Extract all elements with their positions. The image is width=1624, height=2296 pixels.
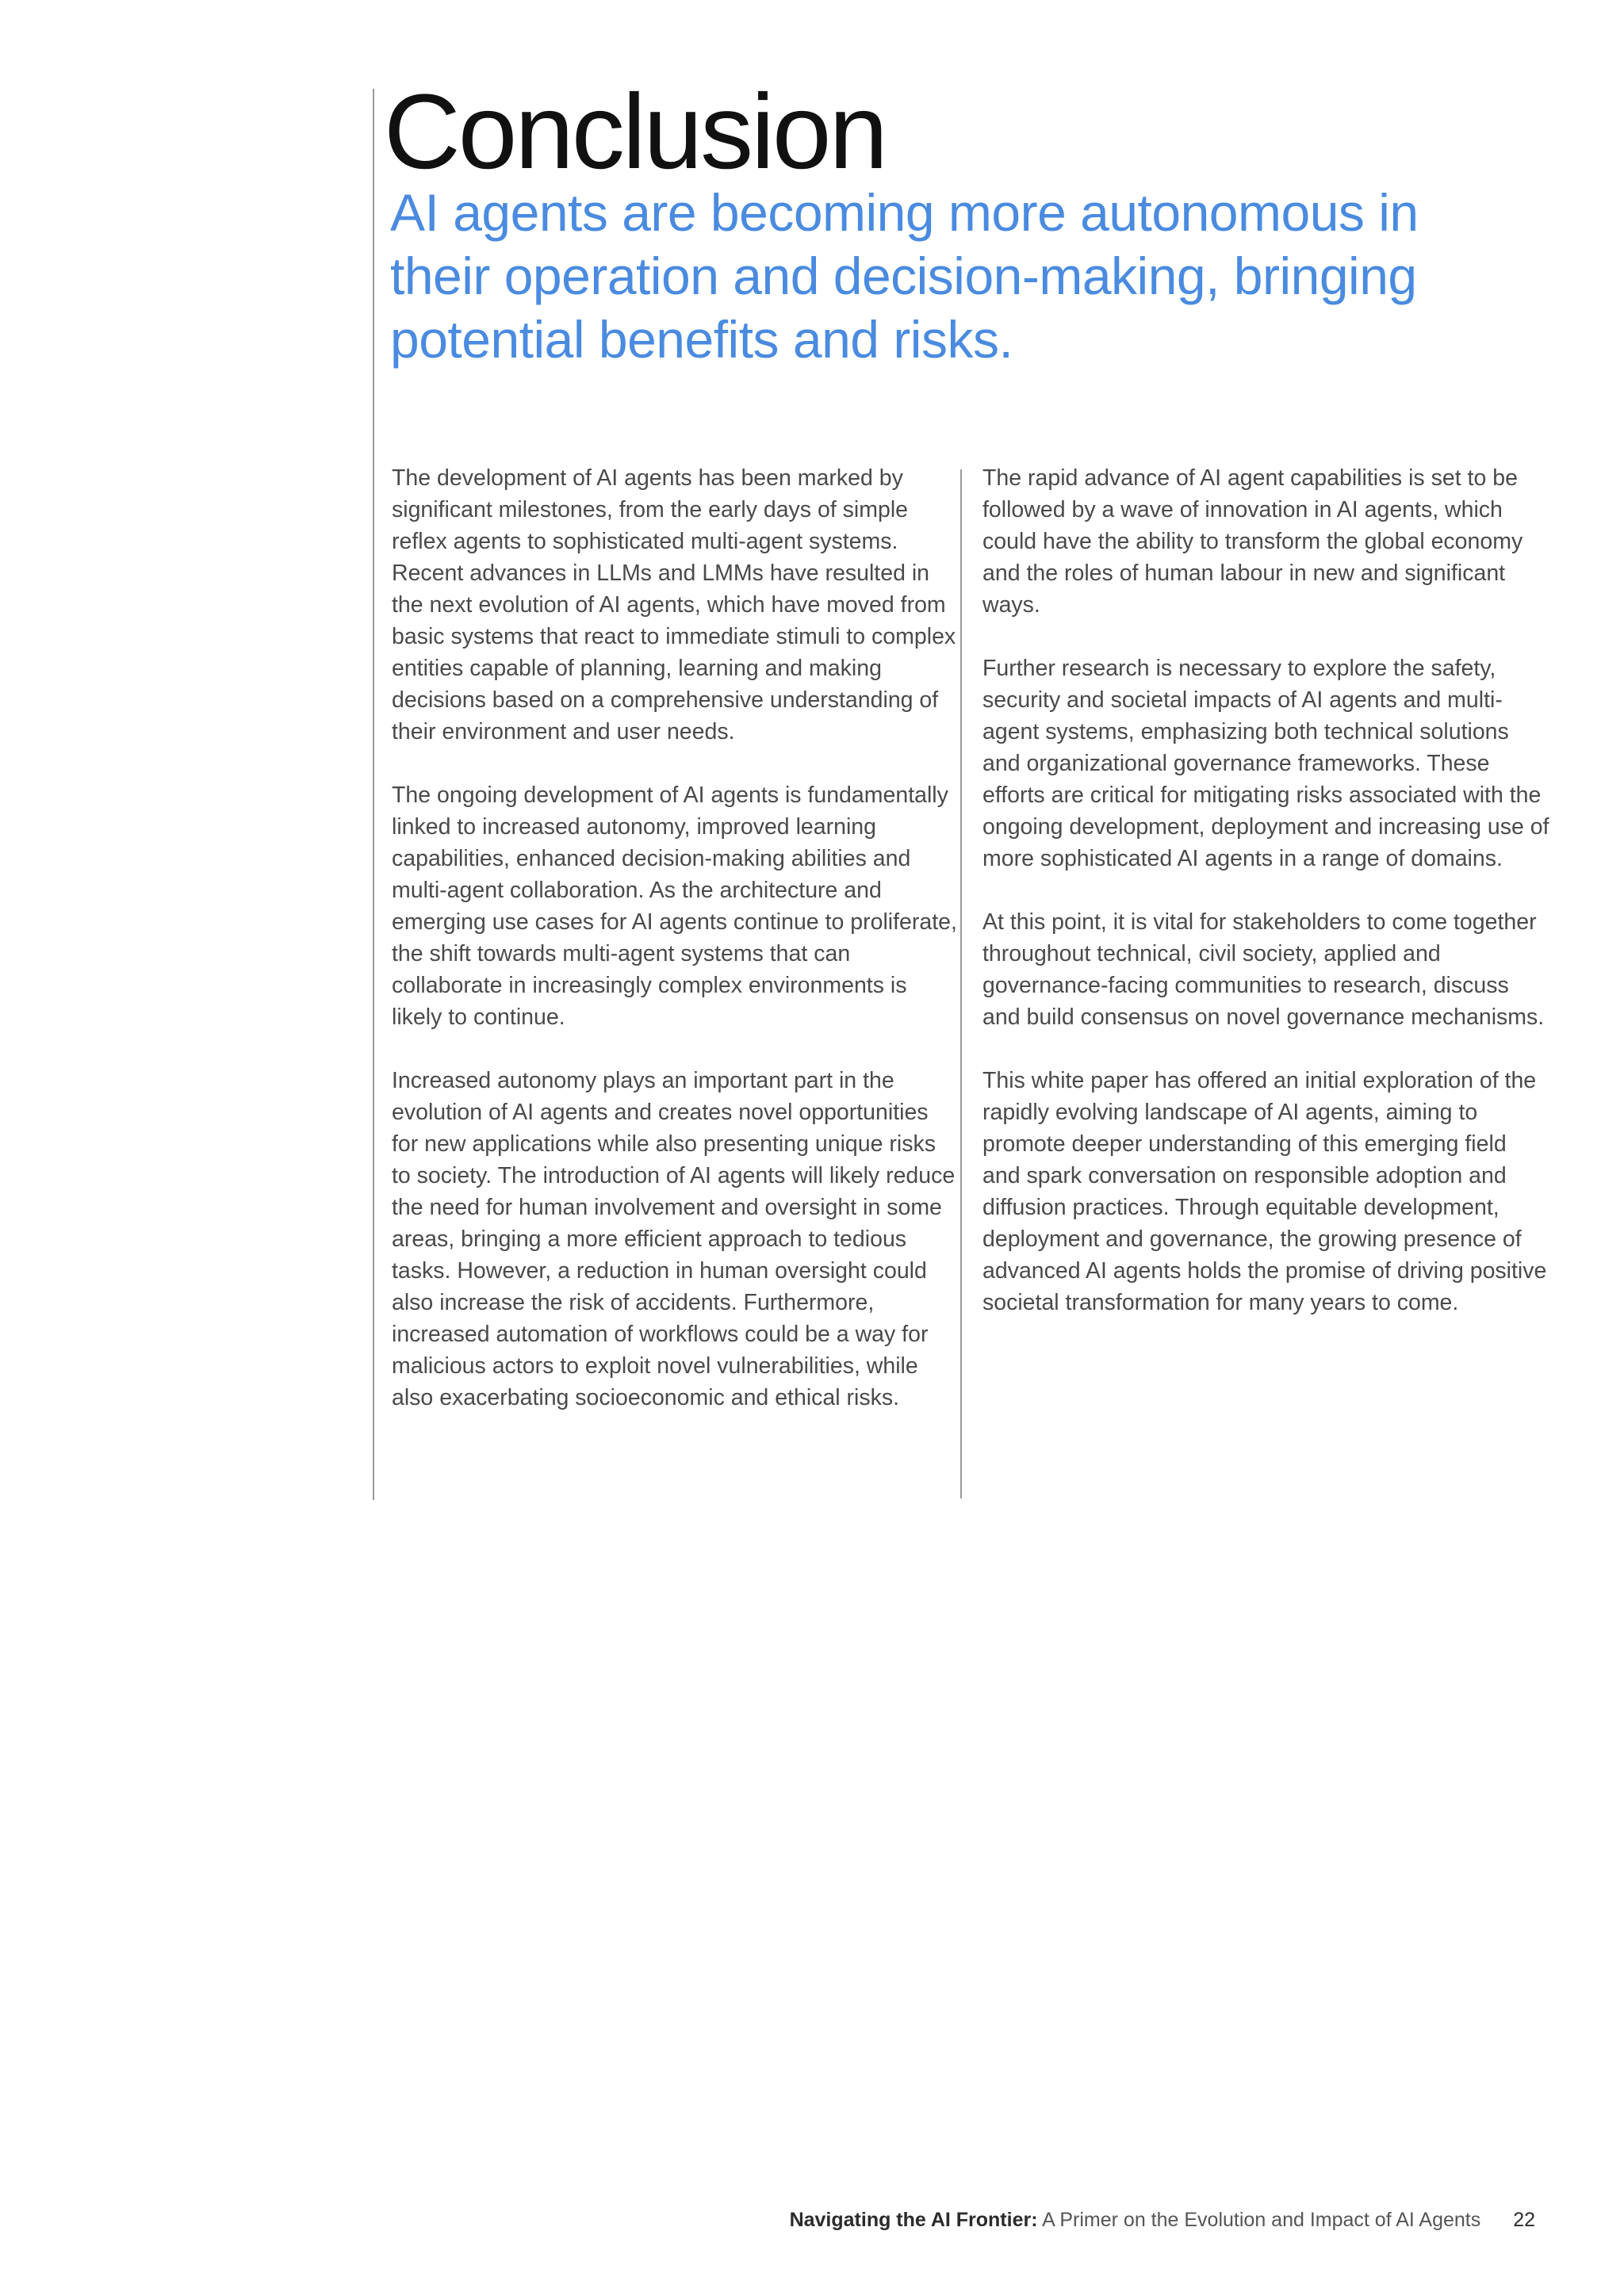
body-paragraph: Further research is necessary to explore the safety, security and societal impacts of AI agents and multi-agent systems, emphasizing both technical solutions and organizational governance frameworks. These efforts are critical for mitigating risks associated with the ongoing development, deployment and increasing use of more sophisticated AI agents in a range of domains. — [982, 656, 1549, 871]
header-vertical-rule — [373, 89, 374, 1500]
footer-document-subtitle: A Primer on the Evolution and Impact of AI Agents — [1042, 2209, 1481, 2231]
left-text-column — [392, 462, 959, 1445]
footer-document-title: Navigating the AI Frontier: — [789, 2209, 1038, 2231]
body-paragraph: At this point, it is vital for stakeholders to come together throughout technical, civil society, applied and governance-facing communities to research, discuss and build consensus on novel governance mechanisms. — [982, 909, 1545, 1030]
body-paragraph: The rapid advance of AI agent capabilities is set to be followed by a wave of innovation in AI agents, which could have the ability to transform the global economy and the roles of human labour in new and significant ways. — [982, 465, 1523, 618]
column-divider-rule — [960, 469, 962, 1498]
page-title: Conclusion — [384, 73, 886, 191]
right-text-column — [982, 462, 1550, 1350]
body-paragraph: Increased autonomy plays an important part in the evolution of AI agents and creates novel opportunities for new applications while also presenting unique risks to society. The introduction of AI agents will likely reduce the need for human involvement and oversight in some areas, bringing a more efficient approach to tedious tasks. However, a reduction in human oversight could also increase the risk of accidents. Furthermore, increased automation of workflows could be a way for malicious actors to exploit novel vulnerabilities, while also exacerbating socioeconomic and ethical risks. — [392, 1068, 956, 1410]
page-subtitle: AI agents are becoming more autonomous in their operation and decision-making, bringing potential benefits and risks. — [390, 183, 1419, 369]
body-paragraph: The ongoing development of AI agents is fundamentally linked to increased autonomy, improved learning capabilities, enhanced decision-making abilities and multi-agent collaboration. As the architecture and emerging use cases for AI agents continue to proliferate, the shift towards multi-agent systems that can collaborate in increasingly complex environments is likely to continue. — [392, 783, 957, 1030]
body-paragraph: The development of AI agents has been marked by significant milestones, from the early days of simple reflex agents to sophisticated multi-agent systems. Recent advances in LLMs and LMMs have resulted in the next evolution of AI agents, which have moved from basic systems that react to immediate stimuli to complex entities capable of planning, learning and making decisions based on a comprehensive understanding of their environment and user needs. — [392, 465, 956, 744]
page-number: 22 — [1513, 2209, 1535, 2231]
body-paragraph: This white paper has offered an initial exploration of the rapidly evolving landscape of AI agents, aiming to promote deeper understanding of this emerging field and spark conversation on responsible adoption and diffusion practices. Through equitable development, deployment and governance, the growing presence of advanced AI agents holds the promise of driving positive societal transformation for many years to come. — [982, 1068, 1547, 1315]
page-footer — [790, 2207, 1535, 2233]
